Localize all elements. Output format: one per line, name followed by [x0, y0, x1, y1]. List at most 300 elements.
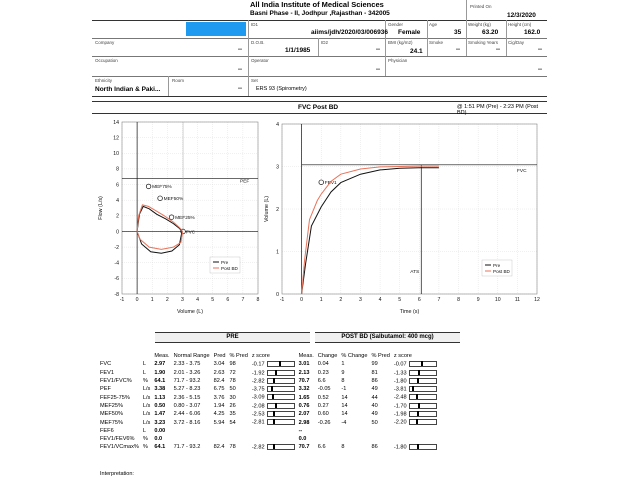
results-cell-z — [250, 435, 297, 443]
z-score-bar — [409, 386, 437, 392]
results-cell-range — [172, 435, 212, 443]
set-value: ERS 93 (Spirometry) — [256, 86, 307, 92]
printed-on-label: Printed On — [470, 4, 492, 9]
results-cell-meas — [152, 402, 171, 410]
post-bd-curve — [302, 166, 439, 294]
results-value-name: MEF25% — [100, 402, 124, 409]
test-time: @ 1:51 PM (Pre) - 2:23 PM (Post BD) — [457, 104, 539, 116]
results-cell-pchg — [339, 410, 369, 418]
y-axis-label: Flow (L/s) — [98, 196, 104, 220]
z-score-marker — [272, 394, 274, 399]
results-value-chg: 0.04 — [317, 361, 329, 368]
results-cell-ppct — [370, 435, 392, 443]
interpretation-label: Interpretation: — [100, 471, 134, 477]
flow-volume-chart — [92, 114, 267, 322]
results-header-cell: z score — [251, 353, 270, 360]
company-label: Company — [95, 40, 115, 45]
results-cell-name — [98, 360, 141, 368]
results-value-pred: 6.75 — [213, 386, 225, 393]
x-tick-label: 2 — [165, 297, 169, 303]
institution-address: Basni Phase - II, Jodhpur ,Rajasthan - 342005 — [250, 10, 390, 17]
z-score-marker — [275, 370, 277, 375]
x-tick-label: 8 — [457, 297, 460, 303]
results-value-unit: L — [142, 361, 146, 368]
results-value-unit: % — [142, 378, 148, 385]
patient-weight: 63.20 — [482, 29, 499, 36]
results-value-pmeas: 70.7 — [298, 444, 310, 451]
results-value-unit: % — [142, 444, 148, 451]
results-row — [98, 385, 439, 393]
results-row — [98, 435, 439, 443]
results-value-pmeas: 70.7 — [298, 378, 310, 385]
patient-dob: 1/1/1985 — [285, 47, 311, 54]
results-value-ppct: 49 — [371, 411, 378, 418]
results-cell-pct — [227, 418, 249, 426]
results-value-pz: -1.98 — [393, 411, 407, 418]
z-score-bar — [409, 403, 437, 409]
results-value-ppct: 49 — [371, 386, 378, 393]
results-cell-unit — [141, 402, 152, 410]
results-cell-range — [172, 360, 212, 368]
occupation-value: -- — [238, 67, 242, 73]
y-tick-label: 8 — [116, 166, 119, 173]
results-value-pz: -0.07 — [393, 361, 407, 368]
results-cell-ppct — [370, 427, 392, 435]
results-row — [98, 377, 439, 385]
results-value-pct: 78 — [229, 444, 236, 451]
id2-label: ID2 — [321, 40, 329, 45]
results-cell-pred — [212, 369, 228, 377]
results-value-pmeas: 3.01 — [298, 361, 310, 368]
y-tick-label: 1 — [276, 249, 279, 256]
results-value-z: -3.75 — [251, 386, 265, 393]
results-value-meas: 64.1 — [154, 378, 166, 385]
weight-label: Weight (kg) — [468, 22, 491, 27]
results-cell-pct — [227, 402, 249, 410]
z-score-bar — [409, 361, 437, 367]
z-score-marker — [418, 370, 420, 375]
physician-label: Physician — [388, 58, 408, 63]
results-cell-pmeas — [297, 443, 316, 451]
results-cell-pred — [212, 393, 228, 401]
results-cell-pz — [392, 360, 439, 368]
results-row — [98, 402, 439, 410]
results-value-pct: 72 — [229, 369, 236, 376]
results-value-ppct: 86 — [371, 378, 378, 385]
results-value-meas: 64.1 — [154, 444, 166, 451]
z-score-marker — [273, 411, 275, 416]
results-header-row — [98, 352, 439, 360]
results-cell-z — [250, 393, 297, 401]
results-value-pred: 3.76 — [213, 394, 225, 401]
results-cell-ppct — [370, 369, 392, 377]
results-cell-pct — [227, 393, 249, 401]
results-cell-z — [250, 418, 297, 426]
x-tick-label: 11 — [514, 297, 521, 303]
results-cell-chg — [316, 410, 340, 418]
results-value-unit: L — [142, 427, 146, 434]
results-cell-range — [172, 443, 212, 451]
results-value-meas: 1.47 — [154, 411, 166, 418]
x-tick-label: 9 — [476, 297, 480, 303]
y-tick-label: 0 — [116, 229, 119, 236]
results-value-pchg: 8 — [341, 378, 345, 385]
z-score-marker — [273, 378, 275, 383]
results-cell-name — [98, 377, 141, 385]
results-header-cell: % Pred — [229, 353, 248, 360]
results-cell-unit — [141, 360, 152, 368]
results-cell-ppct — [370, 360, 392, 368]
results-value-pred: 1.94 — [213, 402, 225, 409]
x-tick-label: 0 — [300, 297, 304, 303]
reference-point-label: MEF50% — [163, 197, 184, 203]
y-tick-label: 14 — [113, 119, 119, 126]
results-value-z: -3.09 — [251, 394, 265, 401]
results-cell-meas — [152, 393, 171, 401]
results-value-ppct: 50 — [371, 419, 378, 426]
reference-point-label: MEF75% — [152, 185, 172, 191]
z-score-marker — [271, 386, 273, 391]
results-value-meas: 1.90 — [154, 369, 166, 376]
fvc-point-label: FVC — [186, 229, 196, 235]
x-tick-label: 4 — [196, 297, 200, 303]
results-cell-meas — [152, 360, 171, 368]
results-cell-pct — [227, 385, 249, 393]
patient-bmi: 24.1 — [410, 48, 423, 55]
results-cell-meas — [152, 410, 171, 418]
results-value-range: 2.36 - 5.15 — [173, 394, 201, 401]
y-tick-label: -8 — [114, 291, 119, 298]
z-score-bar — [267, 444, 295, 450]
results-cell-range — [172, 427, 212, 435]
results-cell-name — [98, 418, 141, 426]
results-cell-ppct — [370, 377, 392, 385]
results-cell-range — [172, 393, 212, 401]
y-tick-label: 12 — [113, 135, 119, 142]
results-value-pred: 82.4 — [213, 444, 225, 451]
results-value-range: 0.80 - 3.07 — [173, 402, 201, 409]
z-score-marker — [417, 411, 419, 416]
results-header-cell: Meas. — [154, 353, 170, 360]
results-value-range: 71.7 - 93.2 — [173, 378, 201, 385]
age-label: Age — [429, 22, 438, 27]
y-tick-label: 6 — [116, 182, 119, 189]
results-value-range: 71.7 - 93.2 — [173, 444, 201, 451]
results-cell-z — [250, 410, 297, 418]
results-value-pchg: -1 — [341, 386, 347, 393]
results-cell-z — [250, 385, 297, 393]
results-header-cell — [98, 352, 141, 360]
results-header-cell: Normal Range — [173, 353, 210, 360]
results-cell-pmeas — [297, 369, 316, 377]
x-tick-label: 6 — [417, 297, 421, 303]
results-header-cell: Pred — [213, 353, 226, 360]
results-cell-meas — [152, 385, 171, 393]
x-tick-label: 5 — [398, 297, 402, 303]
results-cell-pz — [392, 410, 439, 418]
z-score-bar — [409, 411, 437, 417]
z-score-bar — [267, 411, 295, 417]
results-cell-pred — [212, 377, 228, 385]
results-cell-meas — [152, 377, 171, 385]
results-cell-pred — [212, 435, 228, 443]
results-cell-unit — [141, 435, 152, 443]
pef-label: PEF — [240, 179, 250, 185]
post-title: POST BD (Salbutamol: 400 mcg) — [315, 332, 460, 343]
legend-label: Post BD — [221, 266, 238, 271]
results-value-ppct: 40 — [371, 402, 378, 409]
smoke-value: -- — [456, 47, 460, 53]
results-value-name: MEF50% — [100, 411, 124, 418]
results-value-pct: 50 — [229, 386, 236, 393]
results-row — [98, 418, 439, 426]
reference-point — [158, 196, 163, 201]
results-value-meas: 3.23 — [154, 419, 166, 426]
results-value-z: -2.82 — [251, 378, 265, 385]
results-value-name: FEV1/FEV6% — [100, 436, 135, 443]
results-value-chg: 0.52 — [317, 394, 329, 401]
results-value-pct: 30 — [229, 394, 236, 401]
post-bd-curve — [137, 205, 183, 250]
gender-label: Gender — [388, 22, 404, 27]
results-value-chg: 6.6 — [317, 378, 326, 385]
results-cell-pchg — [339, 360, 369, 368]
results-row — [98, 369, 439, 377]
fev1-point — [319, 180, 324, 185]
x-tick-label: 2 — [339, 297, 343, 303]
results-value-chg: 0.60 — [317, 411, 329, 418]
results-value-name: MEF75% — [100, 419, 124, 426]
id1-label: ID1 — [251, 22, 259, 27]
results-value-pct: 35 — [229, 411, 236, 418]
results-value-pmeas: -- — [298, 427, 303, 434]
z-score-marker — [273, 419, 275, 424]
results-value-unit: L/s — [142, 419, 151, 426]
results-cell-meas — [152, 435, 171, 443]
results-value-chg: 6.6 — [317, 444, 326, 451]
results-cell-pchg — [339, 393, 369, 401]
results-value-z: -2.82 — [251, 444, 265, 451]
results-cell-pred — [212, 427, 228, 435]
cig-day-label: Cig/Day — [508, 40, 525, 45]
z-score-bar — [409, 394, 437, 400]
smoke-label: Smoke — [429, 40, 444, 45]
results-header-cell: Change — [317, 353, 338, 360]
results-value-pz: -1.80 — [393, 378, 407, 385]
results-value-pmeas: 0.76 — [298, 402, 310, 409]
results-cell-ppct — [370, 410, 392, 418]
results-cell-pchg — [339, 385, 369, 393]
results-value-meas: 3.38 — [154, 386, 166, 393]
results-row — [98, 443, 439, 451]
legend-label: Pre — [221, 260, 229, 265]
results-cell-chg — [316, 369, 340, 377]
results-value-pmeas: 2.07 — [298, 411, 310, 418]
results-value-pct: 78 — [229, 378, 236, 385]
results-value-pmeas: 1.65 — [298, 394, 310, 401]
results-cell-pmeas — [297, 410, 316, 418]
results-value-unit: % — [142, 436, 148, 443]
z-score-marker — [418, 403, 420, 408]
institution-name: All India Institute of Medical Sciences — [250, 0, 384, 9]
results-value-z: -2.53 — [251, 411, 265, 418]
results-value-pz: -3.81 — [393, 386, 407, 393]
x-tick-label: 5 — [211, 297, 215, 303]
fev1-label: FEV1 — [324, 181, 337, 187]
z-score-marker — [417, 378, 419, 383]
results-cell-ppct — [370, 385, 392, 393]
z-score-bar — [267, 370, 295, 376]
x-tick-label: 0 — [135, 297, 139, 303]
results-header-cell — [141, 352, 152, 360]
results-cell-name — [98, 402, 141, 410]
results-cell-pchg — [339, 377, 369, 385]
results-value-ppct: 44 — [371, 394, 378, 401]
results-cell-chg — [316, 427, 340, 435]
results-cell-z — [250, 402, 297, 410]
results-cell-pz — [392, 393, 439, 401]
x-tick-label: 10 — [494, 297, 501, 303]
results-cell-chg — [316, 360, 340, 368]
results-cell-pmeas — [297, 435, 316, 443]
room-label: Room — [172, 78, 185, 83]
reference-point — [169, 215, 174, 220]
results-row — [98, 410, 439, 418]
test-title-bar — [92, 101, 547, 114]
x-tick-label: 3 — [359, 297, 362, 303]
legend-label: Pre — [493, 263, 501, 268]
occupation-label: Occupation — [95, 58, 118, 63]
volume-time-chart — [262, 114, 547, 322]
pre-title: PRE — [155, 332, 310, 343]
results-value-unit: L/s — [142, 394, 151, 401]
results-cell-ppct — [370, 443, 392, 451]
results-value-range: 2.44 - 6.06 — [173, 411, 201, 418]
ethnicity-label: Ethnicity — [95, 78, 113, 83]
results-value-pred: 82.4 — [213, 378, 225, 385]
results-cell-z — [250, 443, 297, 451]
results-value-name: FEV1/VCmax% — [100, 444, 139, 451]
results-cell-pred — [212, 385, 228, 393]
results-value-pmeas: 2.98 — [298, 419, 310, 426]
results-cell-range — [172, 377, 212, 385]
results-value-unit: L/s — [142, 386, 151, 393]
company-value: -- — [238, 47, 242, 53]
results-cell-chg — [316, 385, 340, 393]
results-value-meas: 0.50 — [154, 402, 166, 409]
results-value-pmeas: 0.0 — [298, 436, 307, 443]
results-cell-pz — [392, 385, 439, 393]
y-tick-label: 0 — [276, 291, 279, 298]
operator-value: -- — [376, 67, 380, 73]
results-cell-range — [172, 385, 212, 393]
results-cell-pmeas — [297, 427, 316, 435]
results-cell-pz — [392, 418, 439, 426]
results-cell-z — [250, 369, 297, 377]
patient-gender: Female — [398, 29, 421, 36]
results-cell-meas — [152, 443, 171, 451]
x-tick-label: 7 — [437, 297, 441, 303]
patient-id: aiims/jdh/2020/03/006936 — [311, 29, 388, 36]
results-value-chg: 0.23 — [317, 369, 329, 376]
z-score-bar — [267, 386, 295, 392]
results-value-pz: -2.48 — [393, 394, 407, 401]
patient-ethnicity: North Indian & Paki... — [95, 86, 161, 93]
results-cell-pred — [212, 402, 228, 410]
z-score-marker — [412, 386, 414, 391]
results-cell-pz — [392, 402, 439, 410]
results-cell-pct — [227, 435, 249, 443]
results-value-name: PEF — [100, 386, 111, 393]
results-cell-pred — [212, 418, 228, 426]
ats-label: ATS — [410, 269, 420, 275]
results-value-pred: 2.63 — [213, 369, 225, 376]
x-tick-label: 1 — [150, 297, 154, 303]
results-cell-unit — [141, 443, 152, 451]
results-cell-unit — [141, 377, 152, 385]
y-tick-label: 4 — [116, 197, 119, 204]
y-tick-label: -4 — [114, 260, 119, 267]
results-cell-pz — [392, 435, 439, 443]
smoking-years-value: -- — [496, 47, 500, 53]
x-tick-label: 7 — [241, 297, 245, 303]
results-value-chg: -0.05 — [317, 386, 331, 393]
results-cell-unit — [141, 393, 152, 401]
results-cell-ppct — [370, 402, 392, 410]
patient-height: 162.0 — [524, 29, 541, 36]
results-value-range: 2.01 - 3.26 — [173, 369, 201, 376]
x-tick-label: -1 — [279, 297, 285, 303]
z-score-bar — [267, 361, 295, 367]
results-value-name: FVC — [100, 361, 112, 368]
fvc-label: FVC — [517, 168, 527, 174]
results-cell-unit — [141, 427, 152, 435]
z-score-bar — [409, 370, 437, 376]
z-score-marker — [417, 444, 419, 449]
results-cell-z — [250, 427, 297, 435]
test-title: FVC Post BD — [298, 104, 339, 111]
y-tick-label: 4 — [276, 121, 279, 128]
results-row — [98, 427, 439, 435]
results-value-pred: 3.04 — [213, 361, 225, 368]
results-cell-pred — [212, 360, 228, 368]
results-value-pred: 5.94 — [213, 419, 225, 426]
x-tick-label: 1 — [319, 297, 323, 303]
z-score-bar — [267, 394, 295, 400]
results-cell-unit — [141, 369, 152, 377]
results-cell-pmeas — [297, 360, 316, 368]
results-value-pchg: 14 — [341, 394, 348, 401]
z-score-marker — [416, 394, 418, 399]
results-value-pchg: 14 — [341, 402, 348, 409]
results-value-pz: -1.80 — [393, 444, 407, 451]
y-tick-label: 3 — [276, 164, 279, 171]
results-value-pct: 54 — [229, 419, 236, 426]
results-value-pchg: 14 — [341, 411, 348, 418]
y-tick-label: 10 — [113, 151, 119, 158]
results-cell-ppct — [370, 393, 392, 401]
results-value-meas: 0.0 — [154, 436, 163, 443]
results-cell-name — [98, 393, 141, 401]
results-value-name: FEF6 — [100, 427, 114, 434]
z-score-bar — [409, 378, 437, 384]
results-value-pz: -1.70 — [393, 403, 407, 410]
results-value-z: -1.92 — [251, 369, 265, 376]
results-cell-meas — [152, 418, 171, 426]
height-label: Height (cm) — [508, 22, 532, 27]
results-value-range: 2.33 - 3.75 — [173, 361, 201, 368]
results-cell-pct — [227, 360, 249, 368]
